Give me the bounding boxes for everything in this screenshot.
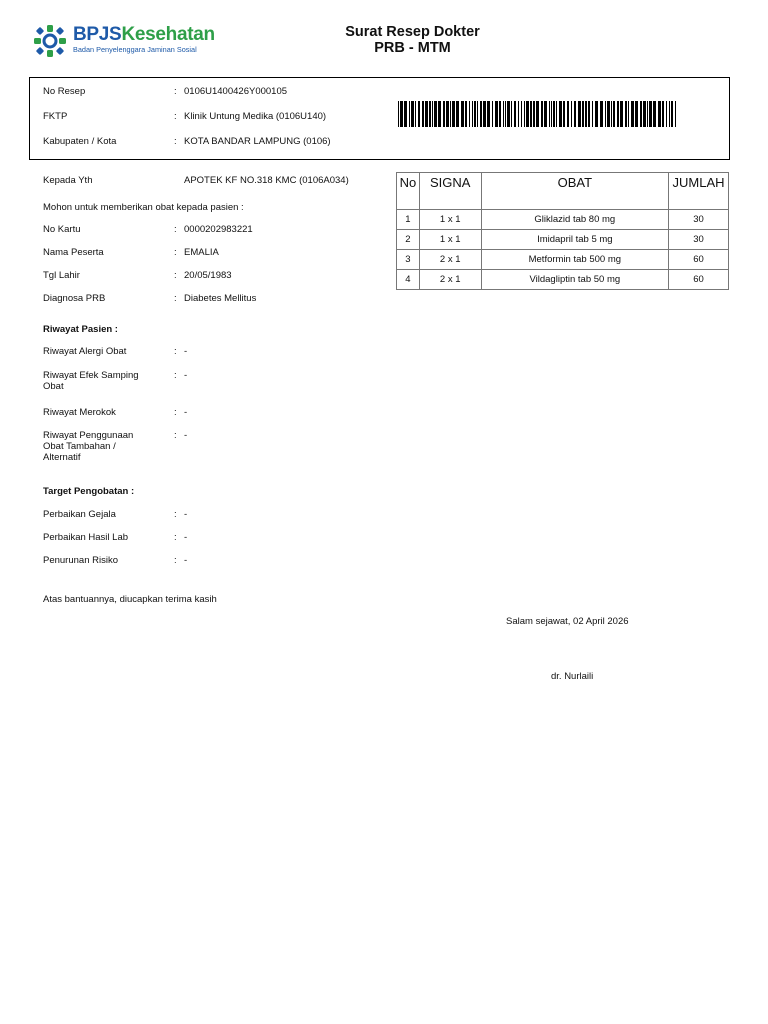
risiko-value: - — [184, 555, 188, 566]
risiko-label: Penurunan Risiko — [43, 555, 118, 566]
row-obat: Gliklazid tab 80 mg — [481, 210, 669, 230]
brand-subtitle: Badan Penyelenggara Jaminan Sosial — [73, 45, 197, 54]
table-row — [397, 230, 729, 250]
bpjs-emblem-icon — [33, 24, 67, 58]
kabupaten-label: Kabupaten / Kota — [43, 136, 117, 147]
lab-label: Perbaikan Hasil Lab — [43, 532, 129, 543]
row-jumlah: 60 — [669, 250, 729, 270]
kepada-value: APOTEK KF NO.318 KMC (0106A034) — [184, 175, 349, 186]
no-resep-colon: : — [174, 86, 177, 97]
row-obat: Vildagliptin tab 50 mg — [481, 270, 669, 290]
salam-text: Salam sejawat, 02 April 2026 — [506, 616, 629, 627]
lab-value: - — [184, 532, 188, 543]
penggunaan-colon: : — [174, 430, 177, 441]
no-resep-value: 0106U1400426Y000105 — [184, 86, 288, 97]
diagnosa-colon: : — [174, 293, 177, 304]
no-kartu-label: No Kartu — [43, 224, 81, 235]
brand-part1: BPJS — [73, 24, 122, 45]
row-no: 1 — [397, 210, 420, 230]
diagnosa-value: Diabetes Mellitus — [184, 293, 257, 304]
table-row — [397, 270, 729, 290]
bpjs-logo — [33, 24, 213, 58]
alergi-value: - — [184, 346, 188, 357]
alergi-label: Riwayat Alergi Obat — [43, 346, 127, 357]
title-line2: PRB - MTM — [374, 40, 451, 56]
col-obat: OBAT — [481, 173, 669, 210]
row-signa: 2 x 1 — [419, 270, 481, 290]
merokok-value: - — [184, 407, 188, 418]
col-no: No — [397, 173, 420, 210]
no-kartu-value: 0000202983221 — [184, 224, 253, 235]
prescription-barcode — [398, 101, 680, 127]
lab-colon: : — [174, 532, 177, 543]
fktp-value: Klinik Untung Medika (0106U140) — [184, 111, 327, 122]
riwayat-heading: Riwayat Pasien : — [43, 324, 118, 335]
row-signa: 1 x 1 — [419, 210, 481, 230]
row-signa: 2 x 1 — [419, 250, 481, 270]
row-signa: 1 x 1 — [419, 230, 481, 250]
brand-name — [73, 24, 215, 46]
thanks-text: Atas bantuannya, diucapkan terima kasih — [43, 594, 217, 605]
fktp-label: FKTP — [43, 111, 68, 122]
row-jumlah: 60 — [669, 270, 729, 290]
table-row — [397, 250, 729, 270]
fktp-colon: : — [174, 111, 177, 122]
nama-colon: : — [174, 247, 177, 258]
col-signa: SIGNA — [419, 173, 481, 210]
row-no: 4 — [397, 270, 420, 290]
table-header-row — [397, 173, 729, 210]
document-title — [300, 24, 525, 56]
gejala-value: - — [184, 509, 188, 520]
diagnosa-label: Diagnosa PRB — [43, 293, 106, 304]
risiko-colon: : — [174, 555, 177, 566]
tgl-lahir-value: 20/05/1983 — [184, 270, 232, 281]
penggunaan-value: - — [184, 430, 188, 441]
penggunaan-label: Riwayat Penggunaan Obat Tambahan / Alternatif — [43, 430, 134, 463]
nama-label: Nama Peserta — [43, 247, 104, 258]
no-kartu-colon: : — [174, 224, 177, 235]
efek-label: Riwayat Efek Samping Obat — [43, 370, 139, 392]
row-jumlah: 30 — [669, 230, 729, 250]
kabupaten-colon: : — [174, 136, 177, 147]
target-heading: Target Pengobatan : — [43, 486, 135, 497]
doctor-name: dr. Nurlaili — [551, 671, 594, 682]
kepada-label: Kepada Yth — [43, 175, 93, 186]
title-line1: Surat Resep Dokter — [345, 24, 480, 40]
brand-part2: Kesehatan — [121, 24, 215, 45]
merokok-label: Riwayat Merokok — [43, 407, 116, 418]
prescription-table — [396, 172, 729, 290]
no-resep-label: No Resep — [43, 86, 86, 97]
merokok-colon: : — [174, 407, 177, 418]
nama-value: EMALIA — [184, 247, 219, 258]
row-jumlah: 30 — [669, 210, 729, 230]
tgl-lahir-colon: : — [174, 270, 177, 281]
row-obat: Metformin tab 500 mg — [481, 250, 669, 270]
efek-value: - — [184, 370, 188, 381]
table-row — [397, 210, 729, 230]
row-obat: Imidapril tab 5 mg — [481, 230, 669, 250]
col-jumlah: JUMLAH — [669, 173, 729, 210]
alergi-colon: : — [174, 346, 177, 357]
gejala-colon: : — [174, 509, 177, 520]
row-no: 2 — [397, 230, 420, 250]
mohon-text: Mohon untuk memberikan obat kepada pasien : — [43, 202, 244, 213]
gejala-label: Perbaikan Gejala — [43, 509, 116, 520]
row-no: 3 — [397, 250, 420, 270]
tgl-lahir-label: Tgl Lahir — [43, 270, 80, 281]
efek-colon: : — [174, 370, 177, 381]
kabupaten-value: KOTA BANDAR LAMPUNG (0106) — [184, 136, 331, 147]
